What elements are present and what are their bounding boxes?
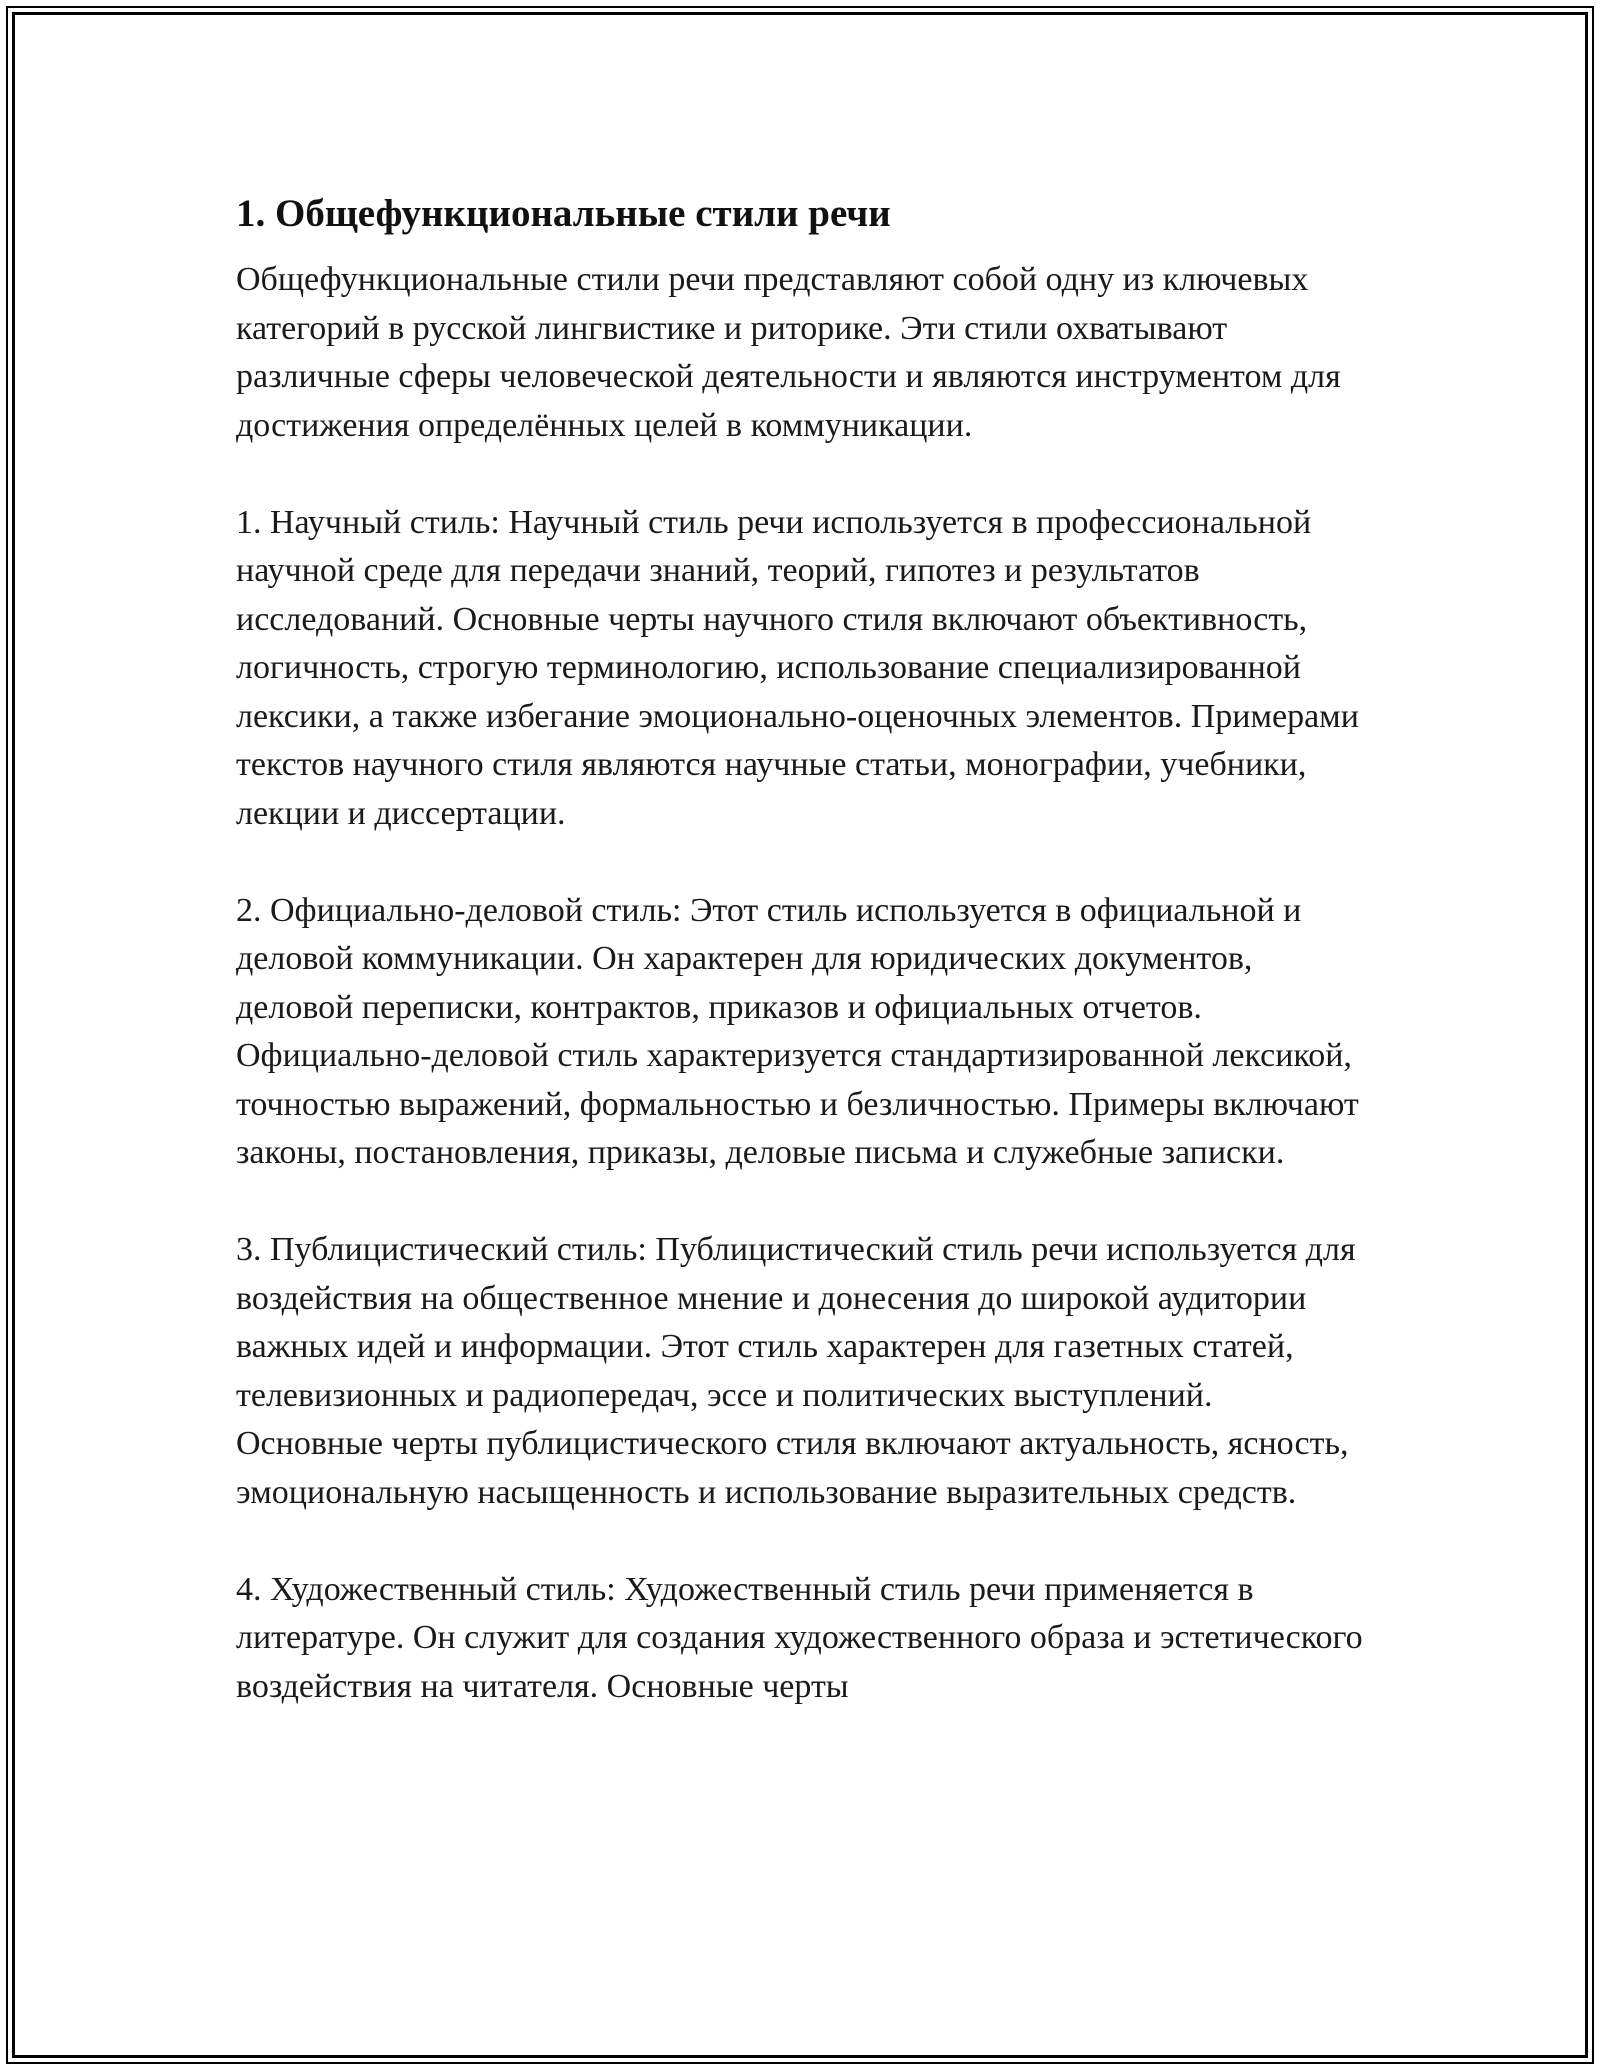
official-style-paragraph: 2. Официально-деловой стиль: Этот стиль используется в официальной и деловой коммуникации. Он характерен для юридических документов, деловой переписки, контрактов, приказов и официальных отчетов. Официально-деловой стиль характеризуется стандартизированной лексикой, точностью выражений, формальностью и безличностью. Примеры включают законы, постановления, приказы, деловые письма и служебные записки. — [236, 891, 1359, 1171]
section-heading: 1. Общефункциональные стили речи — [236, 192, 891, 235]
scientific-style-paragraph: 1. Научный стиль: Научный стиль речи используется в профессиональной научной среде для передачи знаний, теорий, гипотез и результатов исследований. Основные черты научного стиля включают объективность, логичность, строгую терминологию, использование специализированной лексики, а также избегание эмоционально-оценочных элементов. Примерами текстов научного стиля являются научные статьи, монографии, учебники, лекции и диссертации. — [236, 503, 1359, 832]
artistic-style-paragraph: 4. Художественный стиль: Художественный стиль речи применяется в литературе. Он служит для создания художественного образа и эстетического воздействия на читателя. Основные черты — [236, 1570, 1363, 1705]
document-page — [236, 186, 1366, 1760]
journalistic-style-paragraph: 3. Публицистический стиль: Публицистический стиль речи используется для воздействия на общественное мнение и донесения до широкой аудитории важных идей и информации. Этот стиль характерен для газетных статей, телевизионных и радиопередач, эссе и политических выступлений. Основные черты публицистического стиля включают актуальность, ясность, эмоциональную насыщенность и использование выразительных средств. — [236, 1231, 1356, 1511]
intro-paragraph: Общефункциональные стили речи представляют собой одну из ключевых категорий в русской лингвистике и риторике. Эти стили охватывают различные сферы человеческой деятельности и являются инструментом для достижения определённых целей в коммуникации. — [236, 261, 1341, 444]
